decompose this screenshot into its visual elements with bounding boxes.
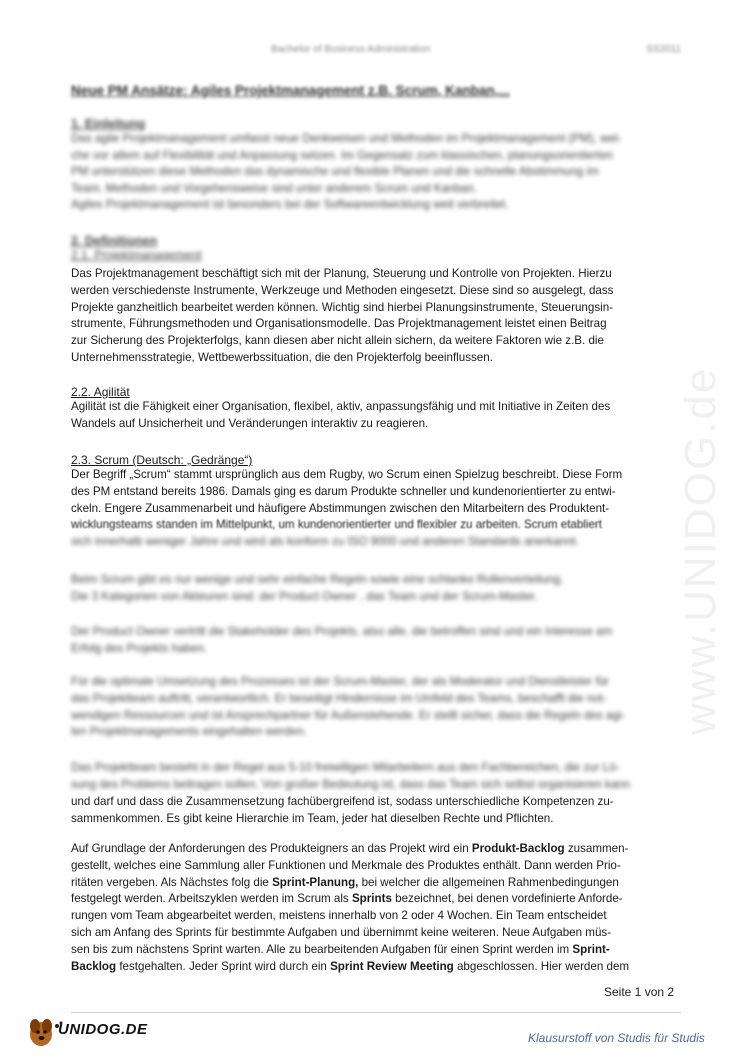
- scrum-master-paragraph: [71, 674, 681, 741]
- text-line: das Projektteam auftritt, verantwortlich. Er beseitigt Hindernisse im Umfeld des Teams, beschafft die not-: [71, 691, 607, 705]
- text-line: sung des Problems beitragen sollen. Von großer Bedeutung ist, dass das Team sich selbst organisieren kann: [71, 777, 631, 791]
- term-sprint-backlog-a: Sprint-: [572, 942, 610, 956]
- projektteam-paragraph-tail: [71, 794, 681, 828]
- agilitaet-paragraph: [71, 399, 681, 433]
- text-line: sen bis zum nächstens Sprint warten. Alle zu bearbeitenden Aufgaben für einen Sprint werden im Sprint-: [71, 942, 610, 956]
- scrum-paragraph: [71, 467, 681, 551]
- footer-slogan: Klausurstoff von Studis für Studis: [528, 1031, 705, 1045]
- section-scrum: [71, 453, 681, 551]
- section-introduction: [71, 117, 681, 214]
- watermark-text: www.UNIDOG.de: [676, 366, 725, 735]
- term-sprint-review: Sprint Review Meeting: [330, 959, 454, 973]
- text-line: ritäten vergeben. Als Nächstes folg die Sprint-Planung, bei welcher die allgemeinen Rahmenbedingungen: [71, 875, 619, 889]
- term-sprint-backlog-b: Backlog: [71, 959, 117, 973]
- footer-logo-text[interactable]: UNIDOG.DE: [58, 1021, 148, 1038]
- term-sprint-planung: Sprint-Planung,: [272, 875, 359, 889]
- term-produkt-backlog: Produkt-Backlog: [471, 842, 565, 855]
- text-line: festgelegt werden. Arbeitszyklen werden im Scrum als Sprints bezeichnet, bei denen vordefinierte Anforde-: [71, 892, 623, 906]
- intro-paragraph: [71, 131, 681, 214]
- text-line: Das agile Projektmanagement umfasst neue Denkweisen und Methoden im Projektmanagement (PM), wel-: [71, 132, 622, 145]
- text-line: Wandels auf Unsicherheit und Veränderungen interaktiv zu reagieren.: [71, 416, 429, 430]
- text-line: ckeln. Engere Zusammenarbeit und häufigere Abstimmungen zwischen den Mitarbeitern des Produktent-: [71, 501, 610, 515]
- term-sprints: Sprints: [351, 892, 392, 906]
- scrum-heading: 2.3. Scrum (Deutsch: „Gedränge“): [71, 453, 253, 467]
- text-line: gestellt, welches eine Sammlung aller Funktionen und Merkmale des Produktes enthält. Dann werden Prio-: [71, 858, 621, 872]
- text-line: des PM entstand bereits 1986. Damals ging es darum Produkte schneller und kundenorientierter zu entwi-: [71, 484, 616, 498]
- text-line: sammenkommen. Es gibt keine Hierarchie im Team, jeder hat dieselben Rechte und Pflichten.: [71, 811, 554, 825]
- header-course: Bachelor of Business Administration: [271, 44, 431, 55]
- section-agilitaet: [71, 385, 681, 433]
- text-line: Team. Methoden und Vorgehensweise sind unter anderem Scrum und Kanban.: [71, 181, 478, 195]
- text-line: Für die optimale Umsetzung des Prozesses ist der Scrum-Master, der als Moderator und Dienstleister für: [71, 675, 610, 688]
- text-line: sich am Anfang des Sprints für bestimmte Aufgaben und übernimmt keine weiteren. Neue Aufgaben müs-: [71, 925, 612, 939]
- text-line: PM unterstützen diese Methoden das dynamische und flexible Planen und die schnelle Abstimmung im: [71, 165, 599, 179]
- text-line: rungen vom Team abgearbeitet werden, meistens innerhalb von 2 oder 4 Wochen. Ein Team entscheidet: [71, 909, 607, 923]
- agilitaet-heading: 2.2. Agilität: [71, 385, 130, 399]
- text-line: strumente, Führungsmethoden und Organisationsmodelle. Das Projektmanagement leistet einen Beitrag: [71, 317, 607, 331]
- text-line: sich innerhalb weniger Jahre und wird als konform zu ISO 9000 und anderen Standards anerkannt.: [71, 535, 579, 549]
- text-line: Das Projektmanagement beschäftigt sich mit der Planung, Steuerung und Kontrolle von Projekten. Hierzu: [71, 267, 612, 280]
- text-line: Projekte ganzheitlich bearbeitet werden können. Wichtig sind hierbei Planungsinstrumente, Steuerungsin-: [71, 300, 614, 314]
- text-line: Der Begriff „Scrum“ stammt ursprünglich aus dem Rugby, wo Scrum einen Spielzug beschreibt. Diese Form: [71, 468, 623, 481]
- text-line: zur Sicherung des Projekterfolgs, kann diesen aber nicht allein sichern, da weitere Faktoren wie z.B. die: [71, 334, 604, 348]
- text-line: Der Product Owner vertritt die Stakeholder des Projekts, also alle, die betroffen sind und ein Interesse am: [71, 625, 613, 638]
- roles-paragraph: [71, 572, 681, 606]
- text-line: Auf Grundlage der Anforderungen des Produkteigners an das Projekt wird ein Produkt-Backlog zusammen-: [71, 842, 629, 855]
- document-title: Neue PM Ansätze: Agiles Projektmanagement z.B. Scrum, Kanban,...: [71, 83, 510, 98]
- text-line: Das Projektteam besteht in der Regel aus 5-10 freiwilligen Mitarbeitern aus den Fachbereichen, die zur Lö-: [71, 761, 620, 774]
- text-line: Agilität ist die Fähigkeit einer Organisation, flexibel, aktiv, anpassungsfähig und mit Initiative in Zeiten des: [71, 400, 611, 413]
- text-line: Unternehmensstrategie, Wettbewerbssituation, die den Projekterfolg beeinflussen.: [71, 350, 493, 364]
- intro-heading: 1. Einleitung: [71, 117, 146, 131]
- projektmanagement-heading: 2.1. Projektmanagement: [71, 248, 202, 262]
- watermark: [660, 280, 750, 740]
- text-line: und darf und dass die Zusammensetzung fachübergreifend ist, sodass unterschiedliche Kompetenzen zu-: [71, 795, 614, 808]
- text-line: Erfolg des Projekts haben.: [71, 641, 207, 655]
- footer-divider: [71, 1012, 681, 1013]
- text-line: Agiles Projektmanagement ist besonders bei der Softwareentwicklung weit verbreitet.: [71, 198, 509, 212]
- text-line: werden verschiedenste Instrumente, Werkzeuge und Methoden eingesetzt. Diese sind so ausgelegt, dass: [71, 283, 614, 297]
- text-line: Backlog festgehalten. Jeder Sprint wird durch ein Sprint Review Meeting abgeschlossen. Hier werden dem: [71, 959, 630, 973]
- projektmanagement-paragraph: [71, 266, 681, 367]
- text-line: wicklungsteams standen im Mittelpunkt, um kundenorientierter und flexibler zu arbeiten. Scrum etabliert: [71, 518, 602, 532]
- section-definitions: [71, 234, 681, 262]
- text-line: wendigen Ressourcen und ist Ansprechpartner für Außenstehende. Er stellt sicher, dass die Regeln des agi-: [71, 708, 626, 722]
- backlog-paragraph: [71, 841, 681, 975]
- text-line: che vor allem auf Flexibilität und Anpassung setzen. Im Gegensatz zum klassischen, planungsorientierten: [71, 148, 613, 162]
- text-line: Beim Scrum gibt es nur wenige und sehr einfache Regeln sowie eine schlanke Rollenverteilung.: [71, 573, 564, 586]
- header-semester: SS2011: [646, 44, 681, 55]
- product-owner-paragraph: [71, 624, 681, 658]
- text-line: Die 3 Kategorien von Akteuren sind: der Product Owner , das Team und der Scrum-Master.: [71, 589, 538, 603]
- definitions-heading: 2. Definitionen: [71, 234, 158, 248]
- projektteam-paragraph: [71, 760, 681, 794]
- page-number: Seite 1 von 2: [604, 985, 675, 999]
- text-line: len Projektmanagements eingehalten werden.: [71, 725, 307, 739]
